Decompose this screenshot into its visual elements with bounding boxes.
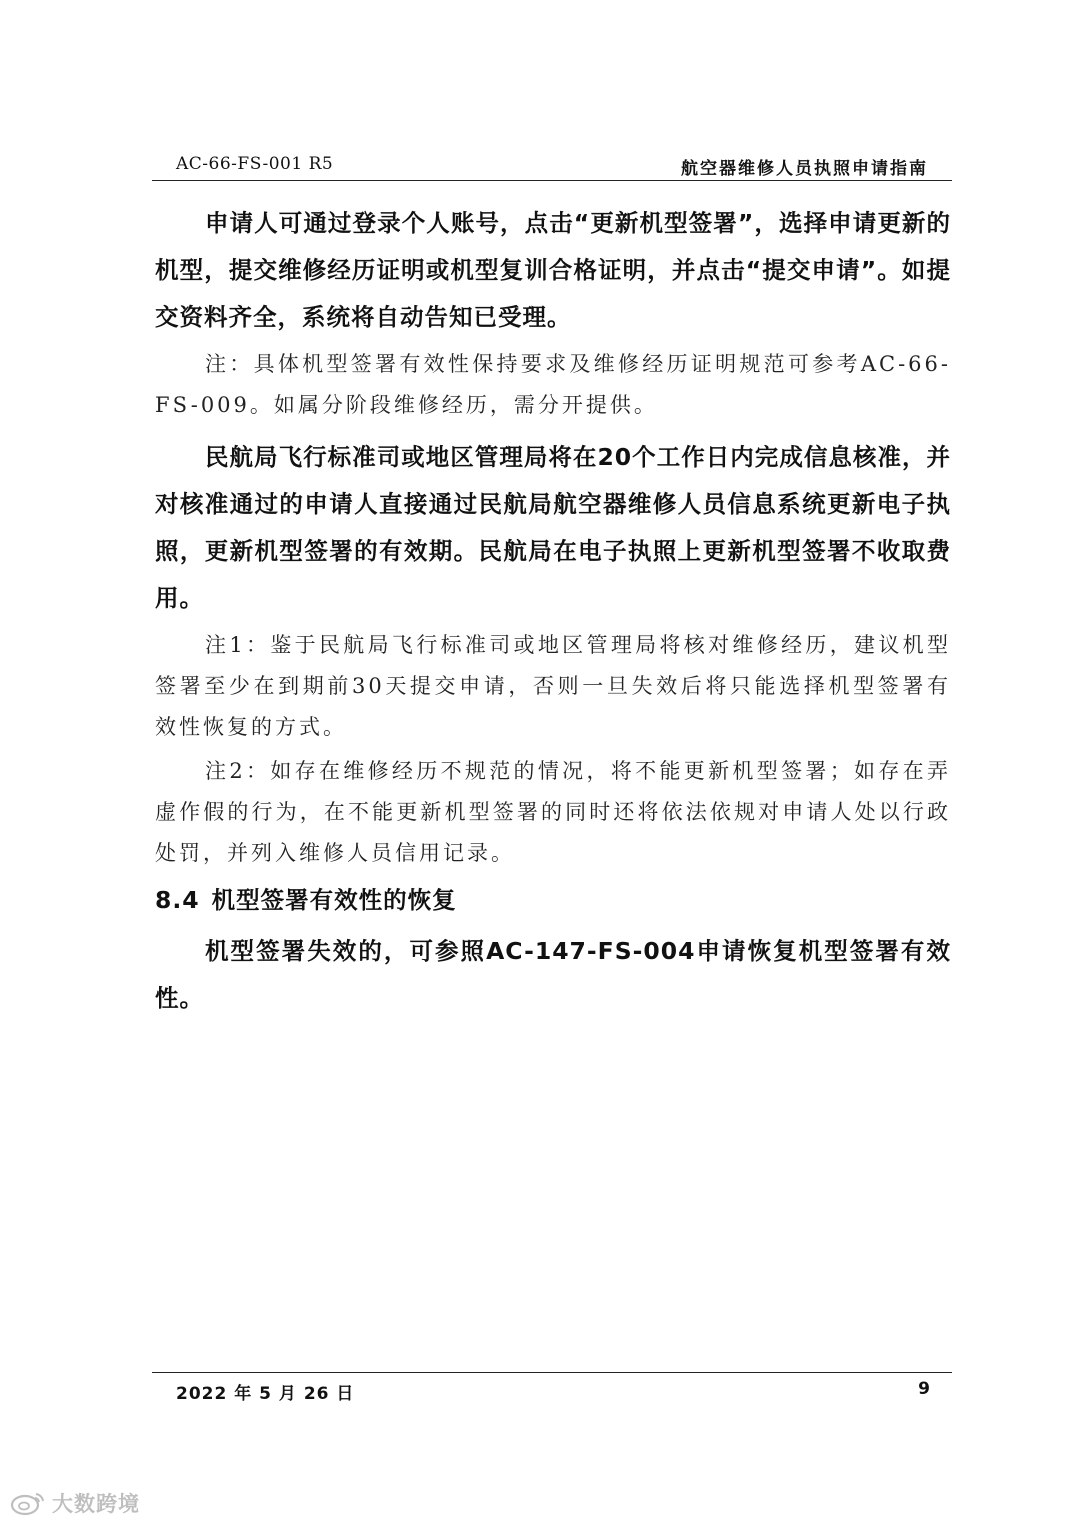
watermark-text: 大数跨境 [52,1492,140,1516]
document-id: AC-66-FS-001 R5 [176,154,334,174]
note-paragraph: 注1：鉴于民航局飞行标准司或地区管理局将核对维修经历，建议机型签署至少在到期前30天提交申请，否则一旦失效后将只能选择机型签署有效性恢复的方式。 [155,633,951,739]
document-title: 航空器维修人员执照申请指南 [681,159,928,179]
body-paragraph: 民航局飞行标准司或地区管理局将在20个工作日内完成信息核准，并对核准通过的申请人直接通过民航局航空器维修人员信息系统更新电子执照，更新机型签署的有效期。民航局在电子执照上更新机型签署不收取费用。 [155,443,951,612]
page-content [155,200,951,1022]
body-paragraph: 机型签署失效的，可参照AC-147-FS-004申请恢复机型签署有效性。 [155,937,951,1012]
section-heading [155,878,951,922]
body-paragraph: 申请人可通过登录个人账号，点击“更新机型签署”，选择申请更新的机型，提交维修经历证明或机型复训合格证明，并点击“提交申请”。如提交资料齐全，系统将自动告知已受理。 [155,209,951,331]
page-footer [152,1372,952,1405]
page-number: 9 [918,1379,930,1399]
note-paragraph: 注：具体机型签署有效性保持要求及维修经历证明规范可参考AC-66-FS-009。如属分阶段维修经历，需分开提供。 [155,352,951,417]
section-title: 机型签署有效性的恢复 [211,886,457,914]
watermark [10,1488,140,1518]
weibo-logo-icon [10,1490,46,1516]
section-number: 8.4 [155,886,200,914]
issue-date: 2022 年 5 月 26 日 [176,1384,355,1404]
page-header [152,152,952,181]
note-paragraph: 注2：如存在维修经历不规范的情况，将不能更新机型签署；如存在弄虚作假的行为，在不能更新机型签署的同时还将依法依规对申请人处以行政处罚，并列入维修人员信用记录。 [155,759,951,865]
